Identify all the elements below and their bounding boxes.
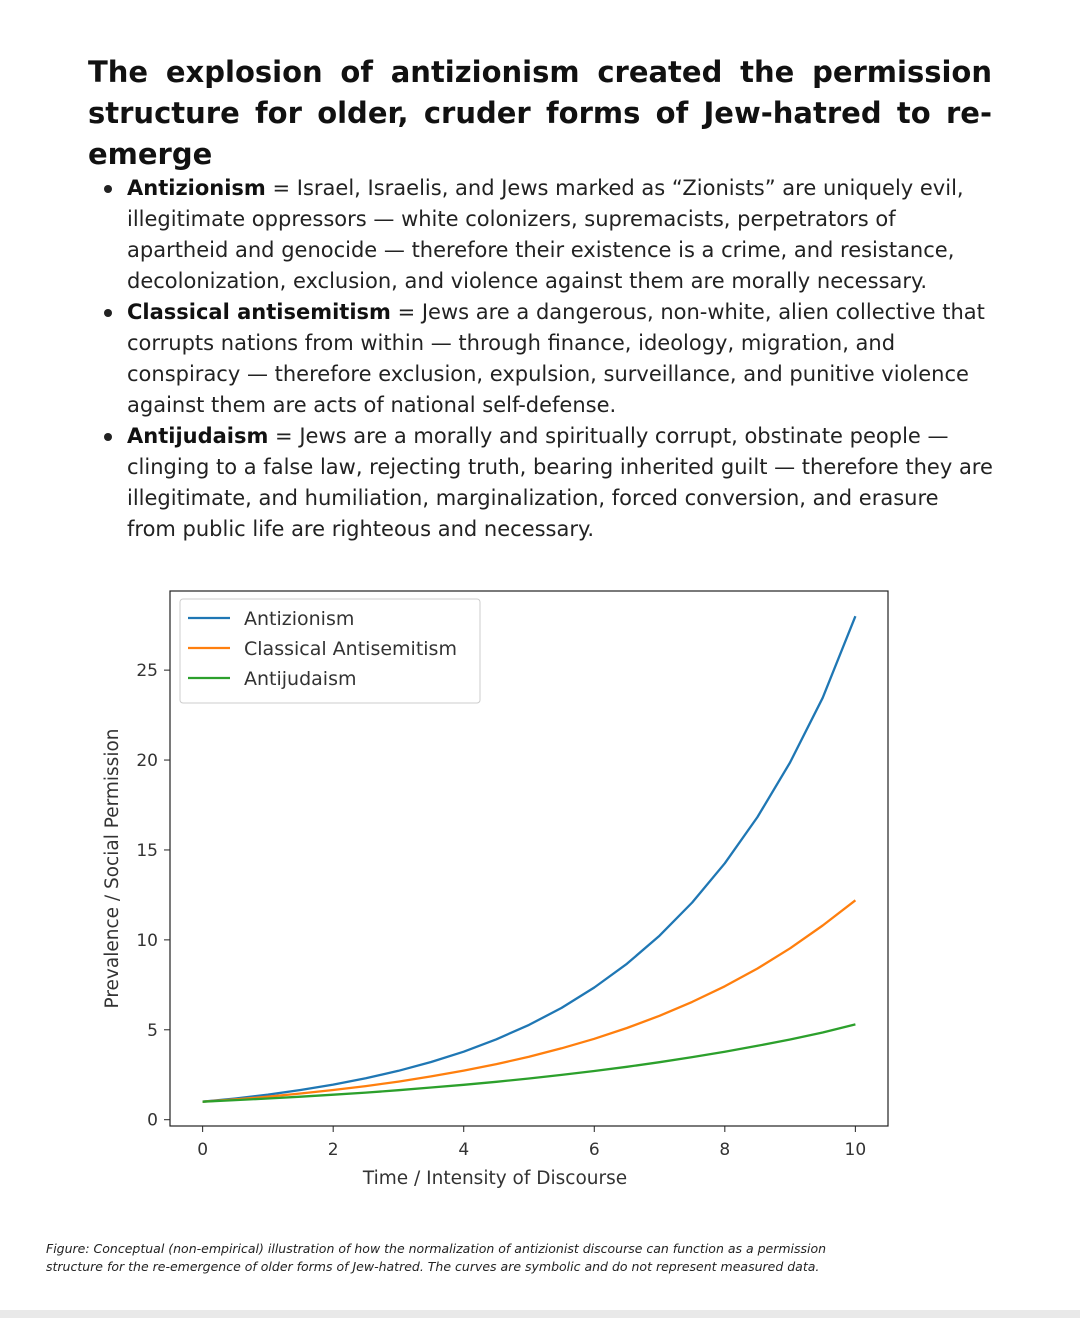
bullet-icon (104, 309, 112, 317)
series-line-classical-antisemitism (203, 900, 856, 1101)
x-tick-label: 8 (719, 1140, 731, 1160)
x-tick-label: 6 (588, 1140, 600, 1160)
definition-text: Jews are a morally and spiritually corrupt, obstinate people — clinging to a false law, rejecting truth, bearing inherited guilt — therefore they are illegitimate, and humiliation, marginalization, forced conversion, and erasure from public life are righteous and necessary. (127, 424, 993, 541)
footer-bar (0, 1310, 1080, 1318)
definitions-list (104, 173, 994, 545)
y-axis-label: Prevalence / Social Permission (102, 728, 123, 1009)
bullet-icon (104, 185, 112, 193)
headline: The explosion of antizionism created the permission structure for older, cruder forms of Jew-hatred to re-emerge (88, 55, 992, 171)
definition-term: Antizionism (127, 176, 266, 200)
y-tick-label: 10 (136, 930, 158, 951)
figure-caption: Figure: Conceptual (non-empirical) illustration of how the normalization of antizionist discourse can function as a permission structure for the re-emergence of older forms of Jew-hatred. The curves are symbolic and do not represent measured data. (46, 1241, 827, 1274)
definition-item-antijudaism (104, 421, 994, 545)
definition-term: Antijudaism (127, 424, 269, 448)
legend-label-antijudaism: Antijudaism (244, 668, 357, 690)
y-tick-label: 15 (136, 840, 158, 861)
x-axis-label: Time / Intensity of Discourse (362, 1168, 628, 1189)
definition-text: Israel, Israelis, and Jews marked as “Zionists” are uniquely evil, illegitimate oppressors — white colonizers, supremacists, perpetrators of apartheid and genocide — therefore their existence is a crime, and resistance, decolonization, exclusion, and violence against them are morally necessary. (127, 176, 964, 293)
definition-separator: = (268, 424, 300, 448)
definition-separator: = (265, 176, 297, 200)
legend-label-antizionism: Antizionism (244, 608, 355, 630)
definition-term: Classical antisemitism (127, 300, 391, 324)
x-tick-label: 10 (844, 1140, 867, 1160)
line-chart (96, 575, 916, 1205)
legend-label-classical-antisemitism: Classical Antisemitism (244, 638, 457, 660)
x-tick-label: 4 (458, 1140, 470, 1160)
y-tick-label: 25 (136, 661, 158, 682)
definition-item-classical-antisemitism (104, 297, 994, 421)
y-tick-label: 5 (147, 1020, 158, 1041)
y-tick-label: 20 (136, 751, 158, 772)
x-tick-label: 0 (197, 1140, 209, 1160)
y-tick-label: 0 (147, 1110, 158, 1131)
bullet-icon (104, 433, 112, 441)
definition-item-antizionism (104, 173, 994, 297)
definition-separator: = (390, 300, 422, 324)
x-tick-label: 2 (327, 1140, 339, 1160)
definition-text: Jews are a dangerous, non-white, alien collective that corrupts nations from within — through finance, ideology, migration, and conspiracy — therefore exclusion, expulsion, surveillance, and punitive violence against them are acts of national self-defense. (127, 300, 985, 417)
